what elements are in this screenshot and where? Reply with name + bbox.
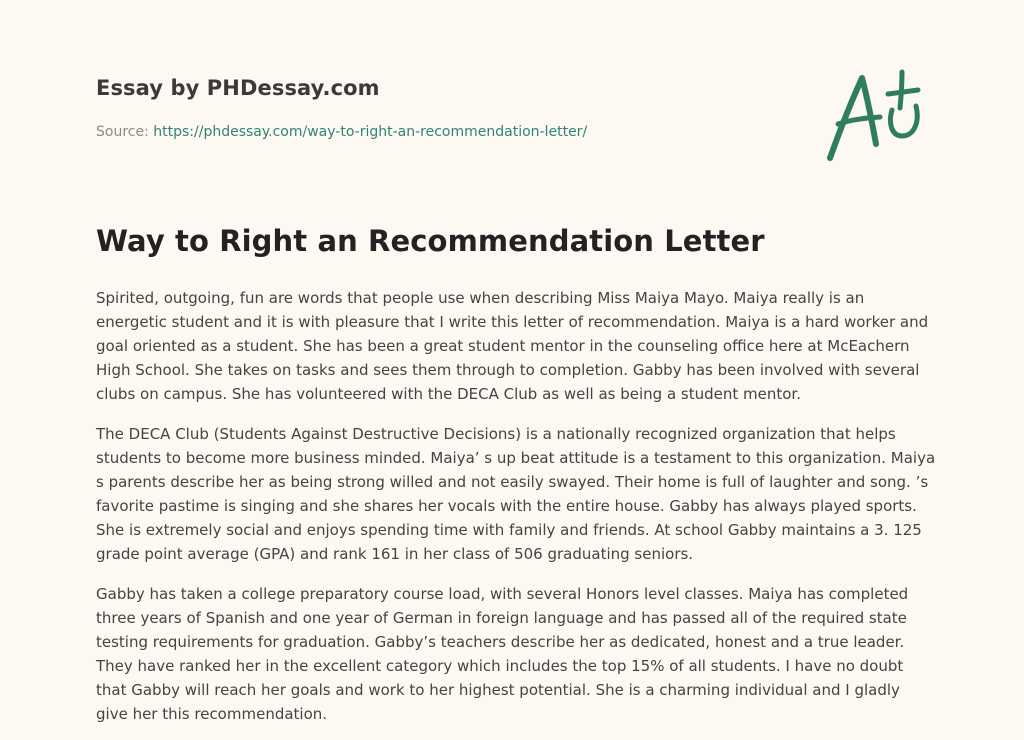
site-title: Essay by PHDessay.com (96, 76, 380, 100)
a-plus-icon (818, 64, 928, 168)
body-paragraph: Gabby has taken a college preparatory course load, with several Honors level classes. Maiya has completed three years of Spanish and one year of German in foreign language and has passed all of the required state testing requirements for graduation. Gabby’s teachers describe her as dedicated, honest and a true leader. They have ranked her in the excellent category which includes the top 15% of all students. I have no doubt that Gabby will reach her goals and work to her highest potential. She is a charming individual and I gladly give her this recommendation. (96, 585, 909, 723)
document-title: Way to Right an Recommendation Letter (96, 224, 765, 258)
source-line (96, 124, 587, 140)
body-paragraph: Spirited, outgoing, fun are words that people use when describing Miss Maiya Mayo. Maiya really is an energetic student and it is with pleasure that I write this letter of recommendation. Maiya is a hard worker and goal oriented as a student. She has been a great student mentor in the counseling office here at McEachern High School. She takes on tasks and sees them through to completion. Gabby has been involved with several clubs on campus. She has volunteered with the DECA Club as well as being a student mentor. (96, 289, 929, 403)
source-link[interactable]: https://phdessay.com/way-to-right-an-recommendation-letter/ (153, 124, 588, 140)
source-label: Source: (96, 124, 149, 140)
document-body (96, 286, 936, 740)
body-paragraph: The DECA Club (Students Against Destructive Decisions) is a nationally recognized organization that helps students to become more business minded. Maiya’ s up beat attitude is a testament to this organization. Maiya s parents describe her as being strong willed and not easily swayed. Their home is full of laughter and song. ’s favorite pastime is singing and she shares her vocals with the entire house. Gabby has always played sports. She is extremely social and enjoys spending time with family and friends. At school Gabby maintains a 3. 125 grade point average (GPA) and rank 161 in her class of 506 graduating seniors. (96, 425, 936, 563)
